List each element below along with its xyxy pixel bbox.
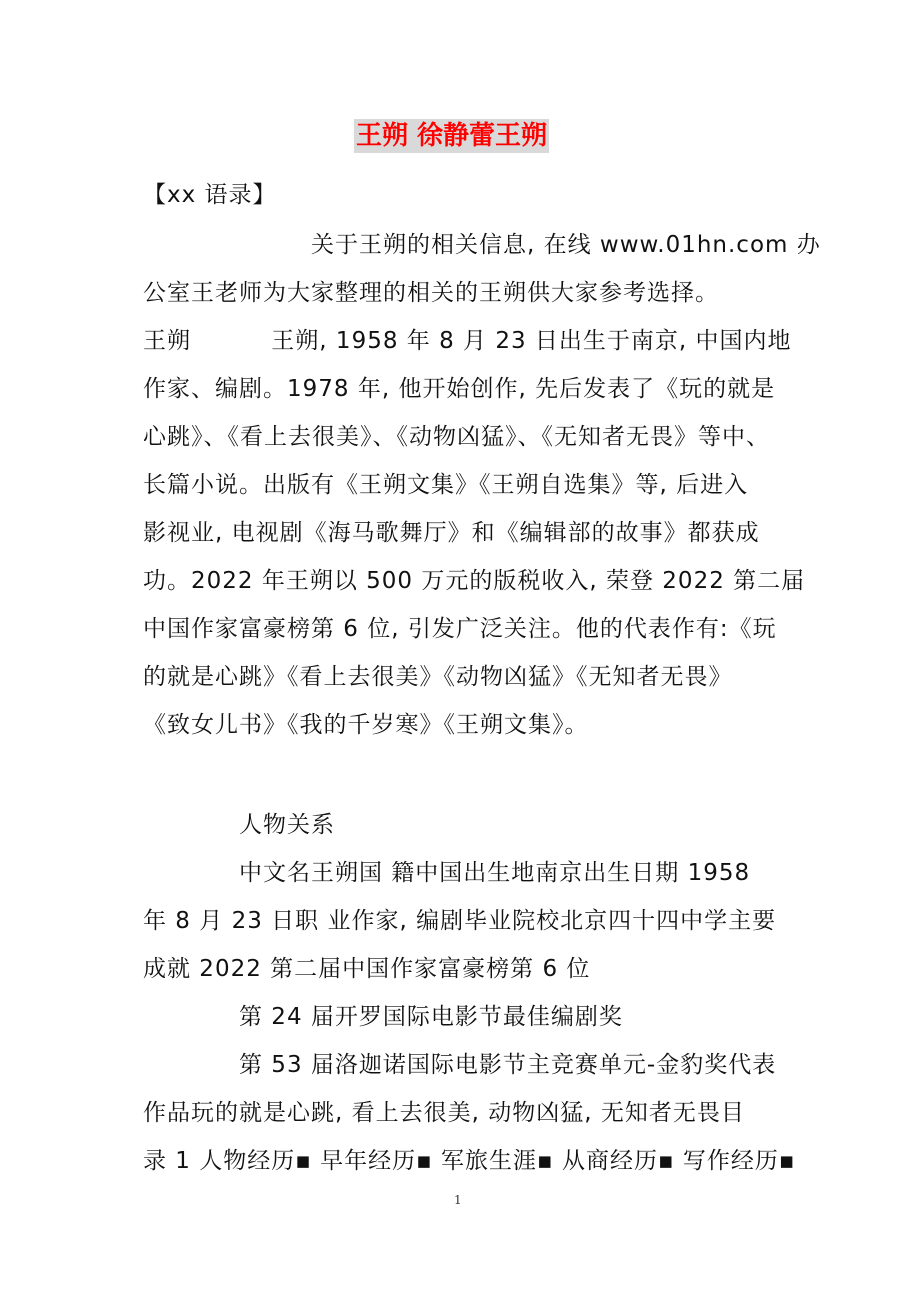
- body-text-line: 的就是心跳》《看上去很美》《动物凶猛》《无知者无畏》: [143, 664, 733, 690]
- document-title: 王朔 徐静蕾王朔: [356, 121, 548, 151]
- body-text-line: 作家、编剧。1978 年, 他开始创作, 先后发表了《玩的就是: [143, 376, 776, 402]
- body-text-line: 中国作家富豪榜第 6 位, 引发广泛关注。他的代表作有:《玩: [143, 616, 777, 642]
- body-text-line: 第 24 届开罗国际电影节最佳编剧奖: [143, 1004, 623, 1030]
- body-text-line: 中文名王朔国 籍中国出生地南京出生日期 1958: [143, 860, 751, 886]
- body-text-line: 成就 2022 第二届中国作家富豪榜第 6 位: [143, 956, 591, 982]
- body-text-line: 心跳》、《看上去很美》、《动物凶猛》、《无知者无畏》等中、: [143, 424, 770, 450]
- section-heading-quotes: 【xx 语录】: [143, 182, 277, 208]
- body-text-line: 年 8 月 23 日职 业作家, 编剧毕业院校北京四十四中学主要: [143, 908, 777, 934]
- body-text-line: 功。2022 年王朔以 500 万元的版税收入, 荣登 2022 第二届: [143, 568, 806, 594]
- body-text-line: 作品玩的就是心跳, 看上去很美, 动物凶猛, 无知者无畏目: [143, 1100, 745, 1126]
- body-text-line: 第 53 届洛迦诺国际电影节主竞赛单元-金豹奖代表: [143, 1052, 777, 1078]
- body-text-line: 《致女儿书》《我的千岁寒》《王朔文集》。: [143, 712, 589, 738]
- body-text-line: 长篇小说。出版有《王朔文集》《王朔自选集》等, 后进入: [143, 472, 749, 498]
- page-number: 1: [454, 1193, 462, 1207]
- body-text-line: 录 1 人物经历▪ 早年经历▪ 军旅生涯▪ 从商经历▪ 写作经历▪: [143, 1148, 796, 1174]
- body-text-line: 公室王老师为大家整理的相关的王朔供大家参考选择。: [143, 280, 719, 306]
- body-text-line: 关于王朔的相关信息, 在线 www.01hn.com 办: [143, 232, 821, 258]
- body-text-line: 王朔 王朔, 1958 年 8 月 23 日出生于南京, 中国内地: [143, 328, 792, 354]
- body-text-line: 影视业, 电视剧《海马歌舞厅》和《编辑部的故事》都获成: [143, 520, 760, 546]
- section-heading-relations: 人物关系: [143, 812, 335, 838]
